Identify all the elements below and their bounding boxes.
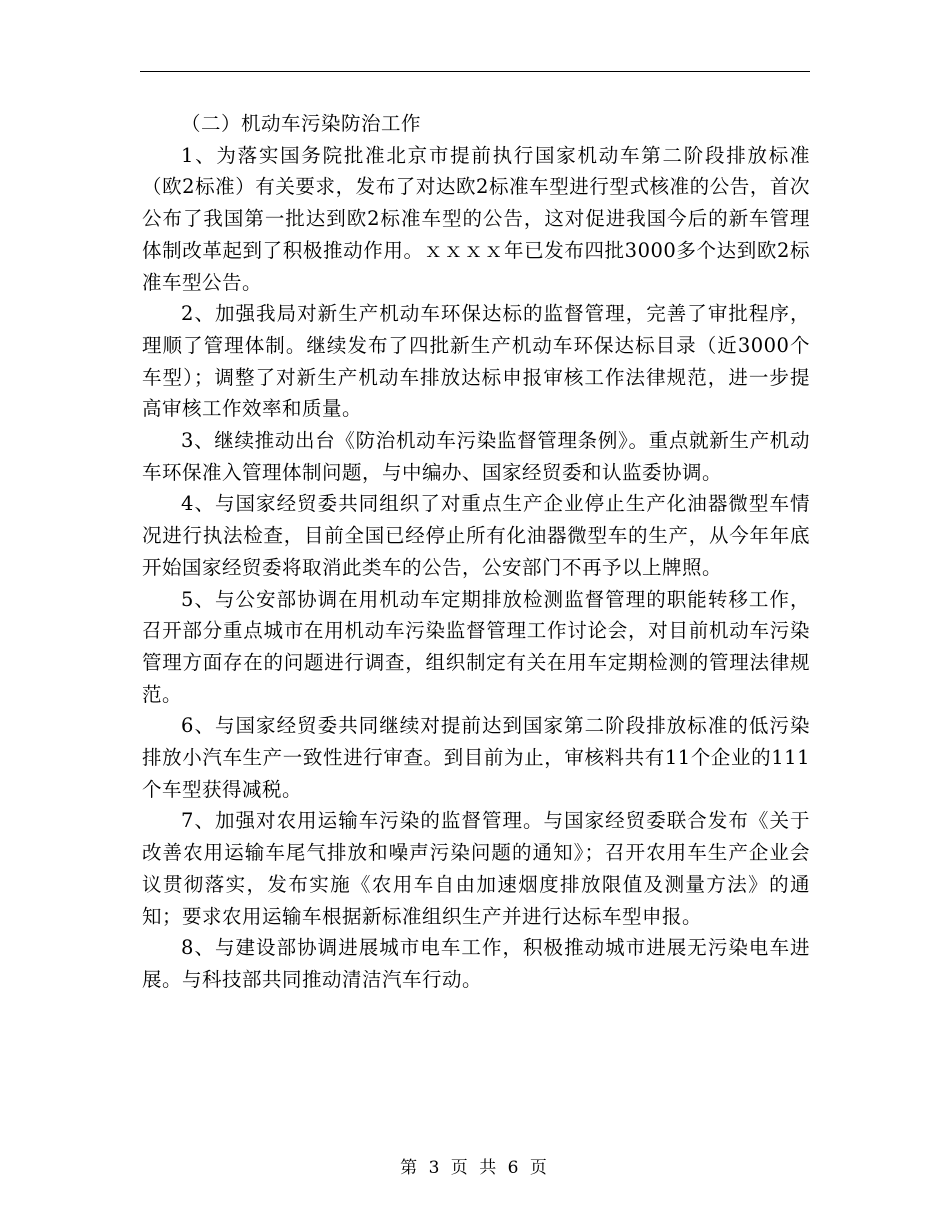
paragraph-3: 3、继续推动出台《防治机动车污染监督管理条例》。重点就新生产机动车环保准入管理体制问题，与中编办、国家经贸委和认监委协调。 [142, 429, 810, 484]
paragraph-8: 8、与建设部协调进展城市电车工作，积极推动城市进展无污染电车进展。与科技部共同推动清洁汽车行动。 [142, 936, 810, 991]
paragraph-1: 1、为落实国务院批准北京市提前执行国家机动车第二阶段排放标准（欧2标准）有关要求，发布了对达欧2标准车型进行型式核准的公告，首次公布了我国第一批达到欧2标准车型的公告，这对促进我国今后的新车管理体制改革起到了积极推动作用。ｘｘｘｘ年已发布四批3000多个达到欧2标准车型公告。 [142, 143, 810, 294]
paragraph-6: 6、与国家经贸委共同继续对提前达到国家第二阶段排放标准的低污染排放小汽车生产一致性进行审查。到目前为止，审核料共有11个企业的111个车型获得减税。 [142, 714, 810, 801]
paragraph-5: 5、与公安部协调在用机动车定期排放检测监督管理的职能转移工作，召开部分重点城市在用机动车污染监督管理工作讨论会，对目前机动车污染管理方面存在的问题进行调查，组织制定有关在用车定期检测的管理法律规范。 [142, 587, 810, 706]
document-body [142, 108, 810, 996]
page-footer: 第 3 页 共 6 页 [400, 1158, 550, 1178]
header-rule [140, 71, 810, 72]
section-heading: （二）机动车污染防治工作 [181, 112, 422, 135]
paragraph-2: 2、加强我局对新生产机动车环保达标的监督管理，完善了审批程序，理顺了管理体制。继续发布了四批新生产机动车环保达标目录（近3000个车型）；调整了对新生产机动车排放达标申报审核工作法律规范，进一步提高审核工作效率和质量。 [142, 302, 810, 421]
paragraph-4: 4、与国家经贸委共同组织了对重点生产企业停止生产化油器微型车情况进行执法检查，目前全国已经停止所有化油器微型车的生产，从今年年底开始国家经贸委将取消此类车的公告，公安部门不再予以上牌照。 [142, 492, 810, 579]
paragraph-7: 7、加强对农用运输车污染的监督管理。与国家经贸委联合发布《关于改善农用运输车尾气排放和噪声污染问题的通知》；召开农用车生产企业会议贯彻落实，发布实施《农用车自由加速烟度排放限值及测量方法》的通知；要求农用运输车根据新标准组织生产并进行达标车型申报。 [142, 809, 810, 928]
